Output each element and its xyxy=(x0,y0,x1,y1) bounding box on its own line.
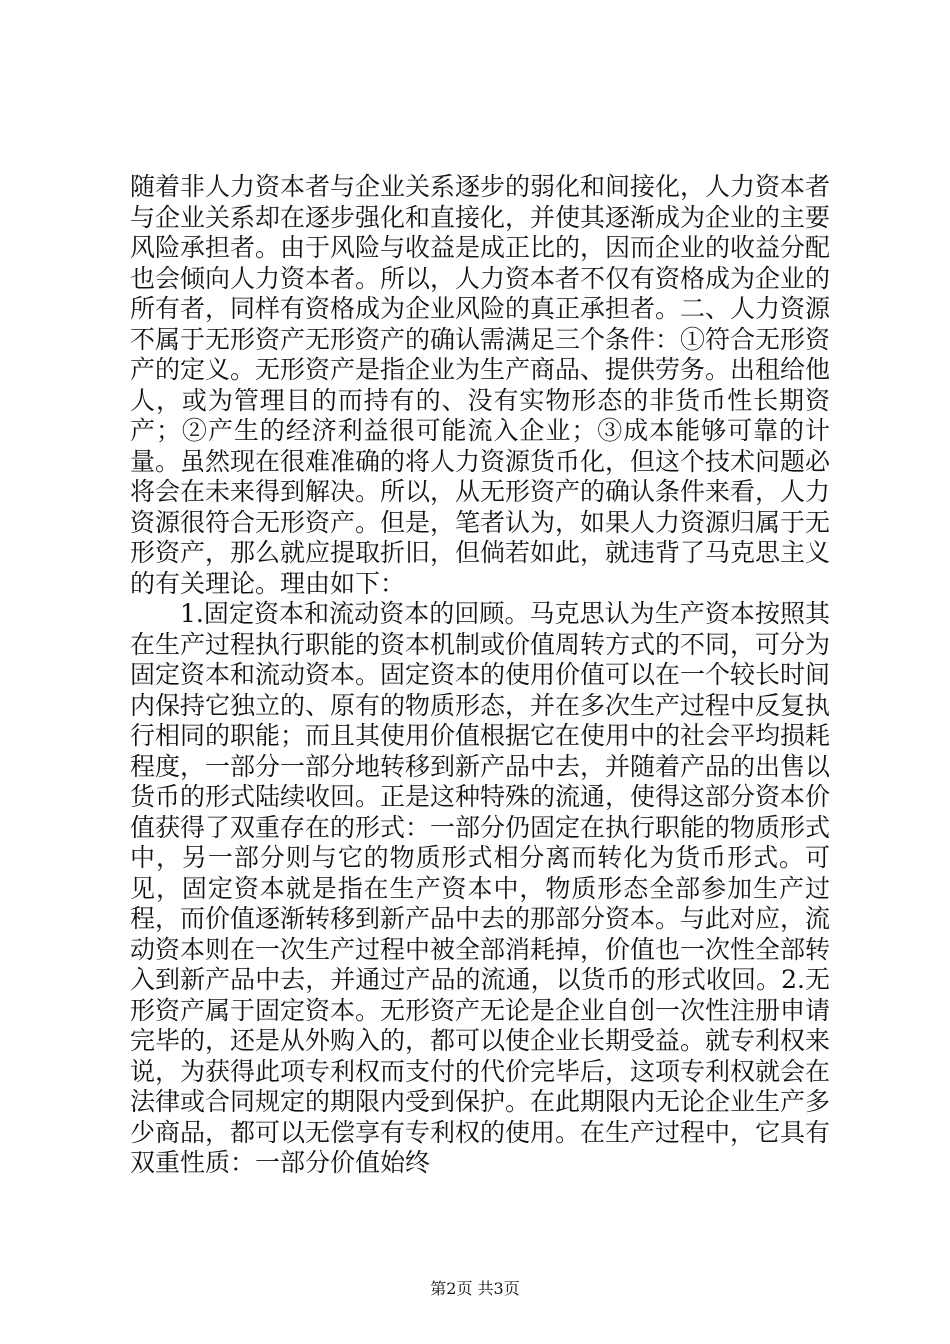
page-number-footer: 第2页 共3页 xyxy=(430,1279,520,1298)
paragraph-1: 随着非人力资本者与企业关系逐步的弱化和间接化，人力资本者与企业关系却在逐步强化和直接化，并使其逐渐成为企业的主要风险承担者。由于风险与收益是成正比的，因而企业的收益分配也会倾向人力资本者。所以，人力资本者不仅有资格成为企业的所有者，同样有资格成为企业风险的真正承担者。二、人力资源不属于无形资产无形资产的确认需满足三个条件：①符合无形资产的定义。无形资产是指企业为生产商品、提供劳务。出租给他人，或为管理目的而持有的、没有实物形态的非货币性长期资产；②产生的经济利益很可能流入企业；③成本能够可靠的计量。虽然现在很难准确的将人力资源货币化，但这个技术问题必将会在未来得到解决。所以，从无形资产的确认条件来看，人力资源很符合无形资产。但是，笔者认为，如果人力资源归属于无形资产，那么就应提取折旧，但倘若如此，就违背了马克思主义的有关理论。理由如下： xyxy=(130,172,831,598)
paragraph-2: 1.固定资本和流动资本的回顾。马克思认为生产资本按照其在生产过程执行职能的资本机制或价值周转方式的不同，可分为固定资本和流动资本。固定资本的使用价值可以在一个较长时间内保持它独立的、原有的物质形态，并在多次生产过程中反复执行相同的职能；而且其使用价值根据它在使用中的社会平均损耗程度，一部分一部分地转移到新产品中去，并随着产品的出售以货币的形式陆续收回。正是这种特殊的流通，使得这部分资本价值获得了双重存在的形式：一部分仍固定在执行职能的物质形式中，另一部分则与它的物质形式相分离而转化为货币形式。可见，固定资本就是指在生产资本中，物质形态全部参加生产过程，而价值逐渐转移到新产品中去的那部分资本。与此对应，流动资本则在一次生产过程中被全部消耗掉，价值也一次性全部转入到新产品中去，并通过产品的流通，以货币的形式收回。2.无形资产属于固定资本。无形资产无论是企业自创一次性注册申请完毕的，还是从外购入的，都可以使企业长期受益。就专利权来说，为获得此项专利权而支付的代价完毕后，这项专利权就会在法律或合同规定的期限内受到保护。在此期限内无论企业生产多少商品，都可以无偿享有专利权的使用。在生产过程中，它具有双重性质：一部分价值始终 xyxy=(130,599,831,1177)
document-body xyxy=(130,172,830,1179)
